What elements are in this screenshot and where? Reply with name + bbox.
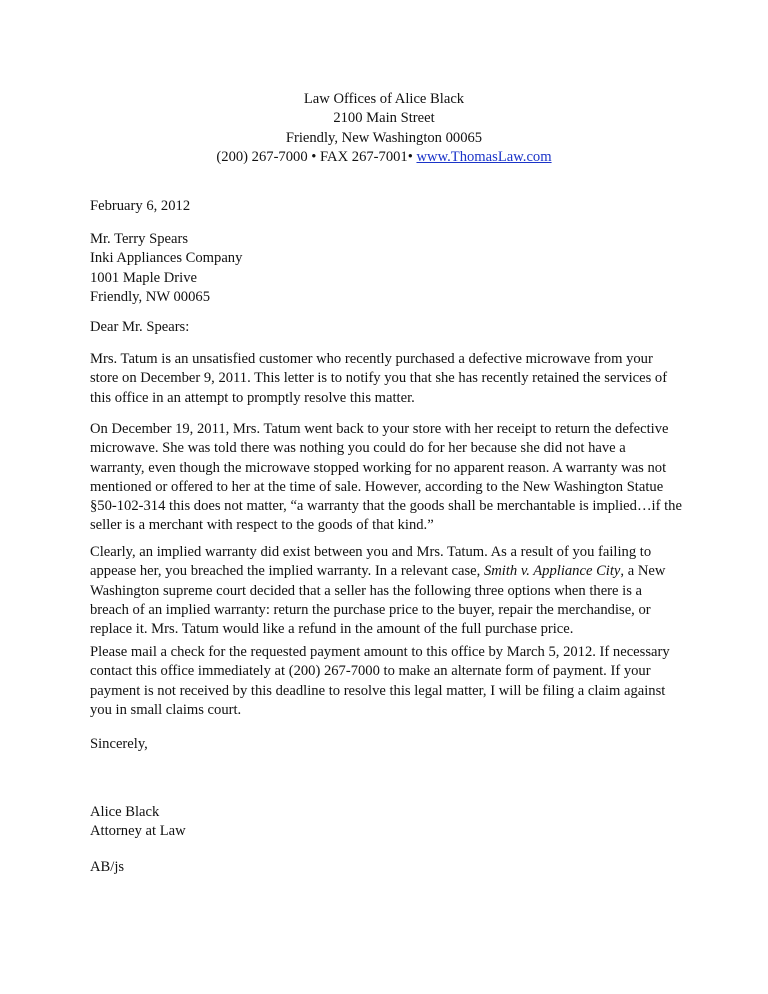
letterhead — [0, 90, 768, 167]
signer-title: Attorney at Law — [90, 823, 186, 840]
paragraph-demand: Please mail a check for the requested payment amount to this office by March 5, 2012. If necessary contact this office immediately at (200) 267-7000 to make an alternate form of payment. If your payment is not received by this deadline to resolve this legal matter, I will be filing a claim against you in small claims court. — [90, 644, 670, 718]
recipient-street: 1001 Maple Drive — [90, 269, 197, 286]
paragraph-intro: Mrs. Tatum is an unsatisfied customer who recently purchased a defective microwave from your store on December 9, 2011. This letter is to notify you that she has recently retained the services of this office in an attempt to promptly resolve this matter. — [90, 351, 668, 406]
signer-name: Alice Black — [90, 804, 160, 820]
paragraph-legal-basis — [90, 543, 682, 639]
firm-name: Law Offices of Alice Black — [303, 91, 465, 107]
letter-date: February 6, 2012 — [90, 198, 191, 214]
recipient-company: Inki Appliances Company — [90, 250, 243, 267]
firm-city: Friendly, New Washington 00065 — [285, 129, 483, 146]
firm-contact-line — [0, 148, 768, 167]
recipient-city: Friendly, NW 00065 — [90, 288, 210, 305]
firm-website-link[interactable]: www.ThomasLaw.com — [416, 148, 552, 165]
recipient-address — [90, 230, 242, 307]
recipient-name: Mr. Terry Spears — [90, 231, 189, 247]
p3-text-after: , a New Washington supreme court decided that a seller has the following three options when there is a breach of an implied warranty: return the purchase price to the buyer, repair the merchandise, or replace it. Mrs. Tatum would like a refund in the amount of the full purchase price. — [90, 563, 666, 638]
paragraph-facts: On December 19, 2011, Mrs. Tatum went back to your store with her receipt to return the defective microwave. She was told there was nothing you could do for her because she did not have a warranty, even though the microwave stopped working for no apparent reason. A warranty was not mentioned or offered to her at the time of sale. However, according to the New Washington Statue §50-102-314 this does not matter, “a warranty that the goods shall be merchantable is implied…if the seller is a merchant with respect to the goods of that kind.” — [90, 421, 682, 534]
p3-text-before: Clearly, an implied warranty did exist between you and Mrs. Tatum. As a result of you failing to appease her, you breached the implied warranty. In a relevant case, — [90, 544, 652, 580]
firm-phone-fax: (200) 267-7000 • FAX 267-7001• — [216, 148, 417, 165]
reference-initials: AB/js — [90, 859, 125, 875]
case-citation: Smith v. Appliance City — [483, 563, 621, 580]
salutation: Dear Mr. Spears: — [90, 319, 190, 335]
signature-block — [90, 803, 186, 842]
closing: Sincerely, — [90, 736, 148, 752]
firm-street: 2100 Main Street — [333, 110, 435, 127]
